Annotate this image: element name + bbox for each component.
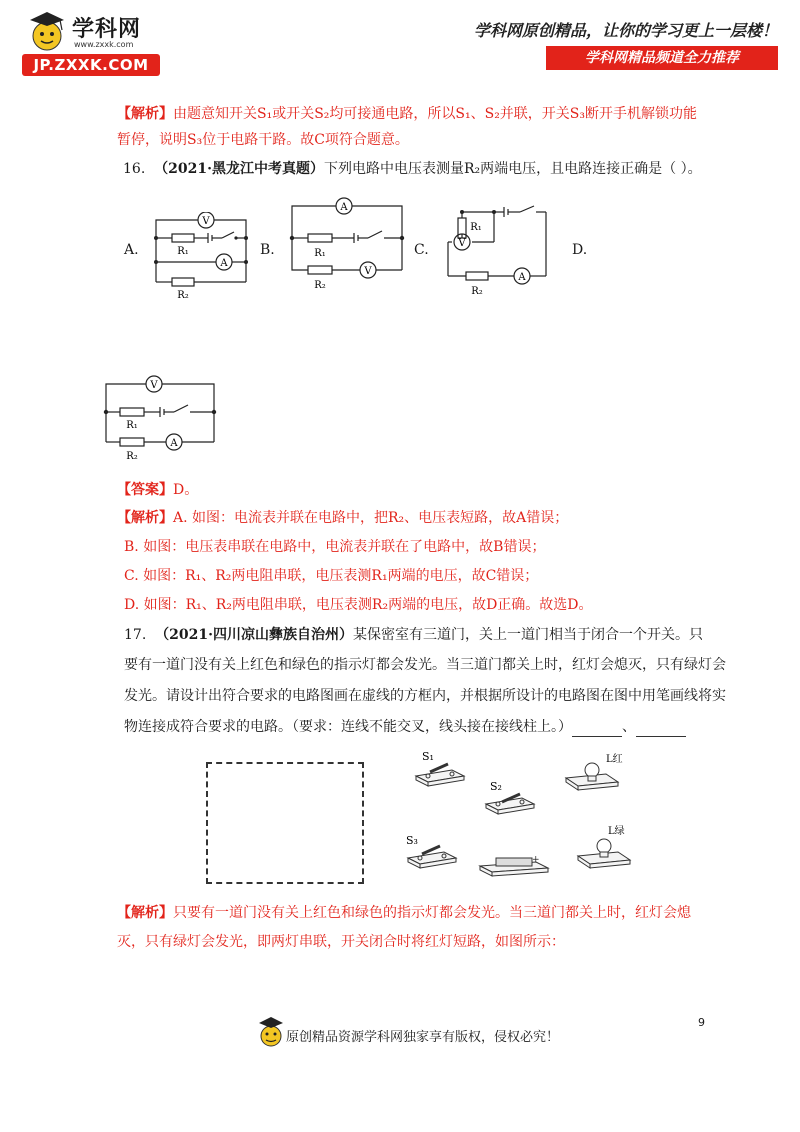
physical-components [400,740,660,890]
q17-analysis-line1 [117,903,691,923]
q16-answer [117,480,198,500]
question-text: 下列电路中电压表测量R₂两端电压，且电路连接正确是（ ）。 [324,161,702,177]
q17-analysis-line2: 灭，只有绿灯会发光，即两灯串联，开关闭合时将红灯短路，如图所示： [117,934,565,950]
circuit-c [440,200,552,298]
r1-label: R₁ [177,246,189,257]
r2-label: R₂ [471,286,483,297]
l-red-label: L红 [606,754,623,765]
answer-tag: 【答案】 [117,482,173,498]
voltmeter-label: V [458,238,466,249]
ammeter-label: A [340,202,348,213]
voltmeter-label: V [364,266,372,277]
q16-analysis-b: B. 如图：电压表串联在电路中，电流表并联在了电路中，故B错误； [124,539,546,555]
analysis-tag: 【解析】 [117,905,173,921]
r1-label: R₁ [314,248,326,259]
r2-label: R₂ [126,451,138,462]
q15-analysis-line1 [117,104,697,124]
question-text: 某保密室有三道门，关上一道门相当于闭合一个开关。只 [353,627,704,643]
logo-url-bar[interactable]: JP.ZXXK.COM [22,54,160,76]
option-c-label: C. [414,242,429,258]
q16-analysis-d: D. 如图：R₁、R₂两电阻串联，电压表测R₂两端的电压，故D正确。故选D。 [124,597,593,613]
option-b-label: B. [260,242,275,258]
analysis-text: 只要有一道门没有关上红色和绿色的指示灯都会发光。当三道门都关上时，红灯会熄 [173,905,691,921]
voltmeter-label: V [202,216,210,227]
logo-subtitle: www.zxxk.com [74,40,134,49]
option-d-label: D. [572,242,588,258]
header-slogan: 学科网原创精品，让你的学习更上一层楼！ [473,21,778,40]
footer-copyright: 原创精品资源学科网独家享有版权，侵权必究！ [286,1030,560,1045]
analysis-tag: 【解析】 [117,106,173,122]
site-logo [20,8,160,72]
svg-text:+: + [532,855,540,865]
s2-label: S₂ [490,780,502,793]
q16-stem [123,159,702,179]
r1-label: R₁ [126,420,138,431]
r1-label: R₁ [470,222,482,233]
q17-line3: 发光。请设计出符合要求的电路图画在虚线的方框内，并根据所设计的电路图在图中用笔画线将实 [124,688,726,704]
answer-text: D。 [173,482,199,498]
q16-analysis-a [117,508,568,528]
drawing-area-box[interactable] [206,762,364,884]
page-number: 9 [698,1016,705,1029]
q17-line1 [124,625,703,645]
footer [258,1014,638,1054]
r2-label: R₂ [177,290,189,300]
mascot-icon [24,8,70,54]
r2-label: R₂ [314,280,326,291]
question-source: （2021·四川凉山彝族自治州） [155,627,354,643]
header-recommend-bar: 学科网精品频道全力推荐 [546,46,778,70]
mascot-icon [258,1014,284,1050]
ammeter-label: A [220,258,228,269]
circuit-b [284,194,408,292]
answer-blank-1[interactable] [572,722,622,737]
analysis-tag: 【解析】 [117,510,173,526]
answer-blank-2[interactable] [636,722,686,737]
q15-analysis-line2: 暂停，说明S₃位于电路干路。故C项符合题意。 [117,132,409,148]
l-green-label: L绿 [608,826,625,837]
logo-title: 学科网 [72,17,142,42]
q17-line2: 要有一道门没有关上红色和绿色的指示灯都会发光。当三道门都关上时，红灯会熄灭，只有绿灯会 [124,657,726,673]
analysis-text: A. 如图：电流表并联在电路中，把R₂、电压表短路，故A错误； [173,510,569,526]
separator: 、 [622,719,636,735]
question-number: 16. [123,161,146,177]
s3-label: S₃ [406,834,418,847]
voltmeter-label: V [150,380,158,391]
ammeter-label: A [170,438,178,449]
question-number: 17. [124,627,147,643]
question-text: 物连接成符合要求的电路。（要求：连线不能交叉，线头接在接线柱上。） [124,719,572,735]
q16-analysis-c: C. 如图：R₁、R₂两电阻串联，电压表测R₁两端的电压，故C错误； [124,568,539,584]
ammeter-label: A [518,272,526,283]
question-source: （2021·黑龙江中考真题） [154,161,325,177]
circuit-d [98,372,220,464]
circuit-a [146,212,256,300]
option-a-label: A. [124,242,139,258]
analysis-text: 由题意知开关S₁或开关S₂均可接通电路，所以S₁、S₂并联，开关S₃断开手机解锁功能 [173,106,698,122]
s1-label: S₁ [422,750,434,763]
q17-line4 [124,717,686,737]
